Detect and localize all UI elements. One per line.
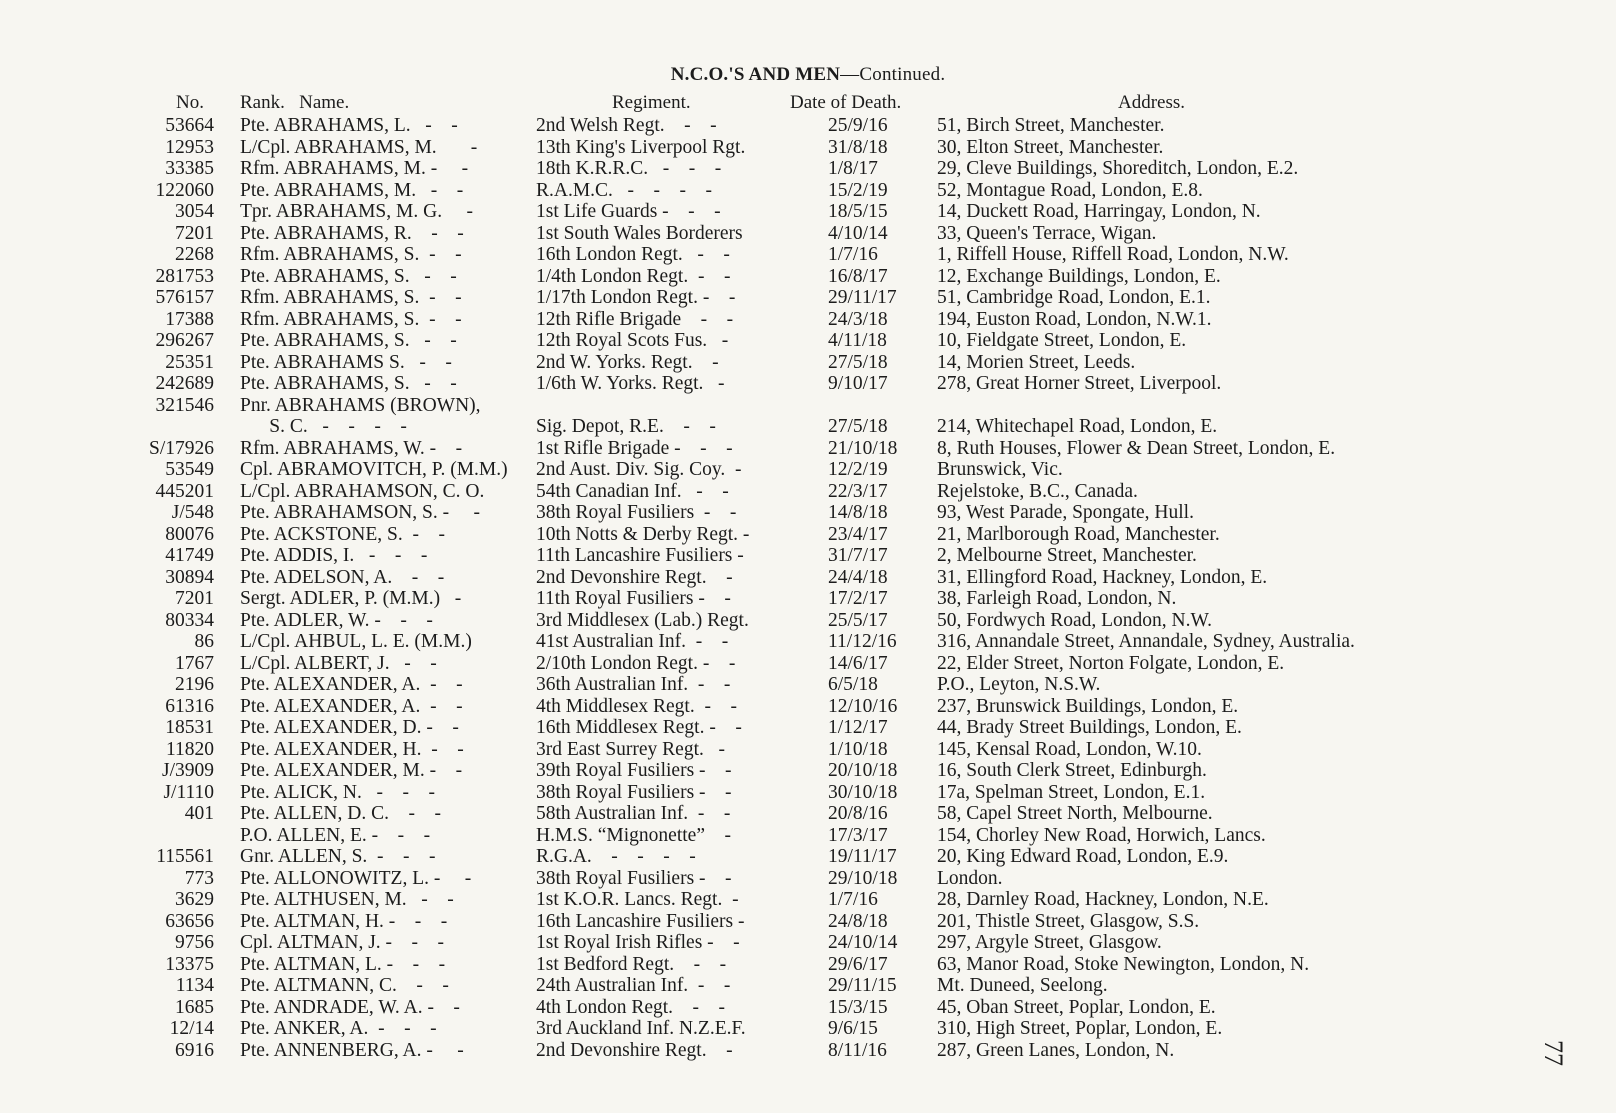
cell-number: 80076 xyxy=(165,523,214,545)
cell-regiment: 12th Rifle Brigade - - xyxy=(536,308,734,330)
cell-date-of-death: 31/8/18 xyxy=(828,136,888,158)
cell-rank-name: Pte. ABRAHAMS, S. - - xyxy=(240,373,457,394)
cell-rank-name: Pte. ALTMAN, L. - - - xyxy=(240,953,446,975)
table-row xyxy=(0,954,1616,976)
cell-number: 281753 xyxy=(155,265,214,287)
cell-address: 45, Oban Street, Poplar, London, E. xyxy=(937,996,1216,1018)
cell-address: Rejelstoke, B.C., Canada. xyxy=(937,480,1138,502)
cell-regiment: 36th Australian Inf. - - xyxy=(536,674,731,695)
cell-address: P.O., Leyton, N.S.W. xyxy=(937,674,1101,695)
cell-number: 12953 xyxy=(165,136,214,158)
cell-address: 316, Annandale Street, Annandale, Sydney, Australia. xyxy=(937,631,1355,652)
cell-date-of-death: 1/8/17 xyxy=(828,158,878,179)
cell-regiment: 1/4th London Regt. - - xyxy=(536,265,731,287)
roll-table xyxy=(0,115,1616,1061)
cell-regiment: 1st Life Guards - - - xyxy=(536,201,721,222)
cell-rank-name: Pte. ABRAHAMS, S. - - xyxy=(240,265,457,287)
cell-address: 51, Birch Street, Manchester. xyxy=(937,115,1165,136)
cell-rank-name: Pte. ALEXANDER, A. - - xyxy=(240,695,463,717)
cell-number: 242689 xyxy=(155,373,214,394)
table-row xyxy=(0,911,1616,933)
cell-address: 1, Riffell House, Riffell Road, London, N.W. xyxy=(937,244,1289,265)
cell-address: 10, Fieldgate Street, London, E. xyxy=(937,330,1187,351)
cell-number: 2196 xyxy=(175,674,214,695)
cell-regiment: 39th Royal Fusiliers - - xyxy=(536,760,732,781)
table-row xyxy=(0,674,1616,696)
header-regiment: Regiment. xyxy=(612,92,691,113)
cell-regiment: 2/10th London Regt. - - xyxy=(536,652,736,674)
cell-date-of-death: 9/6/15 xyxy=(828,1018,878,1039)
table-row xyxy=(0,201,1616,223)
cell-number: 321546 xyxy=(155,394,214,416)
cell-regiment: 3rd East Surrey Regt. - xyxy=(536,738,726,760)
cell-rank-name: Pte. ALLONOWITZ, L. - - xyxy=(240,867,472,889)
cell-number: 1685 xyxy=(175,996,214,1018)
table-row xyxy=(0,696,1616,718)
cell-rank-name: Pte. ABRAHAMS, L. - - xyxy=(240,115,458,136)
cell-rank-name: Pte. ADLER, W. - - - xyxy=(240,609,433,631)
cell-regiment: 4th Middlesex Regt. - - xyxy=(536,695,737,717)
cell-address: 51, Cambridge Road, London, E.1. xyxy=(937,287,1211,308)
cell-date-of-death: 27/5/18 xyxy=(828,351,888,373)
cell-date-of-death: 31/7/17 xyxy=(828,545,888,566)
cell-date-of-death: 24/4/18 xyxy=(828,566,888,588)
cell-rank-name: Pte. ADELSON, A. - - xyxy=(240,566,445,588)
table-row xyxy=(0,352,1616,374)
cell-rank-name: Pte. ALEXANDER, M. - - xyxy=(240,760,463,781)
cell-number: 9756 xyxy=(175,932,214,953)
cell-number: 86 xyxy=(194,631,214,652)
cell-address: 22, Elder Street, Norton Folgate, London, E. xyxy=(937,652,1285,674)
table-row xyxy=(0,997,1616,1019)
cell-address: 20, King Edward Road, London, E.9. xyxy=(937,846,1229,867)
cell-rank-name: Rfm. ABRAHAMS, S. - - xyxy=(240,308,462,330)
cell-rank-name: Pte. ANKER, A. - - - xyxy=(240,1018,437,1039)
table-row xyxy=(0,567,1616,589)
header-no: No. xyxy=(176,92,204,113)
cell-rank-name: Pte. ABRAHAMS S. - - xyxy=(240,351,452,373)
cell-number: 41749 xyxy=(165,545,214,566)
cell-regiment: 1st Bedford Regt. - - xyxy=(536,953,727,975)
cell-address: 12, Exchange Buildings, London, E. xyxy=(937,265,1221,287)
cell-address: 50, Fordwych Road, London, N.W. xyxy=(937,609,1212,631)
header-address: Address. xyxy=(1118,92,1186,113)
cell-address: 310, High Street, Poplar, London, E. xyxy=(937,1018,1223,1039)
cell-rank-name: Gnr. ALLEN, S. - - - xyxy=(240,846,436,867)
cell-regiment: 18th K.R.R.C. - - - xyxy=(536,158,722,179)
cell-regiment: 11th Royal Fusiliers - - xyxy=(536,588,731,609)
cell-date-of-death: 15/2/19 xyxy=(828,179,888,201)
cell-date-of-death: 1/7/16 xyxy=(828,889,878,910)
cell-number: 445201 xyxy=(155,480,214,502)
cell-address: 16, South Clerk Street, Edinburgh. xyxy=(937,760,1207,781)
cell-number: 2268 xyxy=(175,244,214,265)
cell-rank-name: L/Cpl. ALBERT, J. - - xyxy=(240,652,437,674)
cell-number: 296267 xyxy=(155,330,214,351)
cell-regiment: 13th King's Liverpool Rgt. xyxy=(536,136,746,158)
table-row xyxy=(0,1018,1616,1040)
cell-address: 14, Duckett Road, Harringay, London, N. xyxy=(937,201,1261,222)
table-row xyxy=(0,180,1616,202)
cell-date-of-death: 22/3/17 xyxy=(828,480,888,502)
cell-date-of-death: 14/6/17 xyxy=(828,652,888,674)
cell-address: 38, Farleigh Road, London, N. xyxy=(937,588,1177,609)
cell-number: 7201 xyxy=(175,222,214,244)
table-row xyxy=(0,309,1616,331)
cell-address: 44, Brady Street Buildings, London, E. xyxy=(937,717,1242,738)
table-row xyxy=(0,223,1616,245)
cell-address: 287, Green Lanes, London, N. xyxy=(937,1039,1175,1061)
cell-address: 145, Kensal Road, London, W.10. xyxy=(937,738,1202,760)
cell-regiment: 38th Royal Fusiliers - - xyxy=(536,781,732,803)
cell-regiment: 1/6th W. Yorks. Regt. - xyxy=(536,373,725,394)
cell-regiment: 4th London Regt. - - xyxy=(536,996,726,1018)
cell-date-of-death: 24/10/14 xyxy=(828,932,898,953)
cell-regiment: 3rd Auckland Inf. N.Z.E.F. xyxy=(536,1018,746,1039)
cell-number: J/548 xyxy=(171,502,214,523)
cell-rank-name: Pte. ALEXANDER, A. - - xyxy=(240,674,463,695)
cell-date-of-death: 23/4/17 xyxy=(828,523,888,545)
cell-address: 14, Morien Street, Leeds. xyxy=(937,351,1136,373)
cell-regiment: R.G.A. - - - - xyxy=(536,846,696,867)
cell-date-of-death: 4/11/18 xyxy=(828,330,887,351)
cell-rank-name: Pte. ANNENBERG, A. - - xyxy=(240,1039,464,1061)
header-date-of-death: Date of Death. xyxy=(790,92,902,113)
cell-rank-name: Pte. ALEXANDER, D. - - xyxy=(240,717,459,738)
table-row xyxy=(0,287,1616,309)
cell-rank-name: Rfm. ABRAHAMS, S. - - xyxy=(240,287,462,308)
cell-rank-name: Pte. ALEXANDER, H. - - xyxy=(240,738,464,760)
cell-rank-name: Pte. ACKSTONE, S. - - xyxy=(240,523,445,545)
cell-number: 401 xyxy=(184,803,214,824)
cell-address: 52, Montague Road, London, E.8. xyxy=(937,179,1203,201)
cell-number: 3629 xyxy=(175,889,214,910)
cell-regiment: 10th Notts & Derby Regt. - xyxy=(536,523,750,545)
cell-number: 25351 xyxy=(165,351,214,373)
table-row xyxy=(0,459,1616,481)
table-row xyxy=(0,373,1616,395)
cell-date-of-death: 15/3/15 xyxy=(828,996,888,1018)
cell-rank-name: Pte. ABRAHAMS, M. - - xyxy=(240,179,464,201)
table-row xyxy=(0,330,1616,352)
cell-address: 194, Euston Road, London, N.W.1. xyxy=(937,308,1212,330)
header-rank-name: Rank. Name. xyxy=(240,92,350,113)
page-title-main: N.C.O.'S AND MEN xyxy=(670,64,841,85)
table-row xyxy=(0,395,1616,417)
cell-regiment: H.M.S. “Mignonette” - xyxy=(536,824,731,846)
cell-rank-name: S. C. - - - - xyxy=(240,416,407,437)
cell-rank-name: Rfm. ABRAHAMS, M. - - xyxy=(240,158,469,179)
cell-regiment: 1st K.O.R. Lancs. Regt. - xyxy=(536,889,739,910)
cell-address: 93, West Parade, Spongate, Hull. xyxy=(937,502,1194,523)
table-row xyxy=(0,524,1616,546)
cell-number: S/17926 xyxy=(148,437,214,459)
cell-date-of-death: 25/9/16 xyxy=(828,115,888,136)
cell-regiment: 1st Royal Irish Rifles - - xyxy=(536,932,740,953)
cell-date-of-death: 27/5/18 xyxy=(828,416,888,437)
cell-number: 61316 xyxy=(165,695,214,717)
cell-rank-name: Cpl. ABRAMOVITCH, P. (M.M.) xyxy=(240,459,508,480)
cell-number: 3054 xyxy=(175,201,214,222)
cell-address: 2, Melbourne Street, Manchester. xyxy=(937,545,1197,566)
cell-date-of-death: 4/10/14 xyxy=(828,222,888,244)
cell-date-of-death: 17/3/17 xyxy=(828,824,888,846)
table-row xyxy=(0,782,1616,804)
table-row xyxy=(0,760,1616,782)
cell-address: 21, Marlborough Road, Manchester. xyxy=(937,523,1220,545)
cell-rank-name: Pte. ABRAHAMSON, S. - - xyxy=(240,502,480,523)
table-row xyxy=(0,846,1616,868)
table-row xyxy=(0,610,1616,632)
cell-address: Brunswick, Vic. xyxy=(937,459,1063,480)
table-row xyxy=(0,244,1616,266)
cell-date-of-death: 9/10/17 xyxy=(828,373,888,394)
cell-date-of-death: 24/3/18 xyxy=(828,308,888,330)
cell-number: J/1110 xyxy=(163,781,214,803)
cell-rank-name: P.O. ALLEN, E. - - - xyxy=(240,824,431,846)
cell-regiment: 2nd Welsh Regt. - - xyxy=(536,115,717,136)
cell-address: 33, Queen's Terrace, Wigan. xyxy=(937,222,1157,244)
table-row xyxy=(0,631,1616,653)
cell-date-of-death: 19/11/17 xyxy=(828,846,897,867)
cell-date-of-death: 12/10/16 xyxy=(828,695,898,717)
cell-regiment: 3rd Middlesex (Lab.) Regt. xyxy=(536,609,749,631)
cell-date-of-death: 12/2/19 xyxy=(828,459,888,480)
cell-rank-name: Pte. ALICK, N. - - - xyxy=(240,781,435,803)
cell-number: 7201 xyxy=(175,588,214,609)
table-row xyxy=(0,868,1616,890)
cell-number: J/3909 xyxy=(161,760,214,781)
cell-rank-name: Pte. ABRAHAMS, R. - - xyxy=(240,222,464,244)
table-row xyxy=(0,481,1616,503)
cell-rank-name: Pnr. ABRAHAMS (BROWN), xyxy=(240,394,481,416)
cell-date-of-death: 1/12/17 xyxy=(828,717,888,738)
cell-address: 30, Elton Street, Manchester. xyxy=(937,136,1164,158)
cell-rank-name: Cpl. ALTMAN, J. - - - xyxy=(240,932,445,953)
cell-number: 53549 xyxy=(165,459,214,480)
cell-address: 214, Whitechapel Road, London, E. xyxy=(937,416,1218,437)
cell-rank-name: L/Cpl. ABRAHAMSON, C. O. xyxy=(240,480,485,502)
table-row xyxy=(0,717,1616,739)
table-row xyxy=(0,803,1616,825)
column-headers xyxy=(0,92,1616,114)
cell-number: 80334 xyxy=(165,609,214,631)
cell-address: 154, Chorley New Road, Horwich, Lancs. xyxy=(937,824,1266,846)
table-row xyxy=(0,137,1616,159)
page-number: 77 xyxy=(1539,1040,1568,1066)
cell-date-of-death: 29/6/17 xyxy=(828,953,888,975)
table-row xyxy=(0,115,1616,137)
cell-address: 29, Cleve Buildings, Shoreditch, London, E.2. xyxy=(937,158,1299,179)
cell-address: 63, Manor Road, Stoke Newington, London, N. xyxy=(937,953,1310,975)
cell-regiment: 38th Royal Fusiliers - - xyxy=(536,502,737,523)
cell-number: 122060 xyxy=(155,179,214,201)
table-row xyxy=(0,975,1616,997)
cell-number: 11820 xyxy=(165,738,214,760)
cell-date-of-death: 14/8/18 xyxy=(828,502,888,523)
table-row xyxy=(0,588,1616,610)
cell-regiment: 16th London Regt. - - xyxy=(536,244,730,265)
cell-rank-name: Pte. ABRAHAMS, S. - - xyxy=(240,330,457,351)
cell-regiment: 41st Australian Inf. - - xyxy=(536,631,729,652)
cell-address: 297, Argyle Street, Glasgow. xyxy=(937,932,1162,953)
cell-date-of-death: 18/5/15 xyxy=(828,201,888,222)
cell-regiment: 16th Lancashire Fusiliers - xyxy=(536,910,745,932)
cell-regiment: 16th Middlesex Regt. - - xyxy=(536,717,742,738)
cell-regiment: 54th Canadian Inf. - - xyxy=(536,480,729,502)
cell-date-of-death: 30/10/18 xyxy=(828,781,898,803)
cell-rank-name: L/Cpl. ABRAHAMS, M. - xyxy=(240,136,478,158)
cell-rank-name: Pte. ANDRADE, W. A. - - xyxy=(240,996,460,1018)
cell-number: 1134 xyxy=(175,975,214,996)
table-row xyxy=(0,502,1616,524)
cell-number: 33385 xyxy=(165,158,214,179)
cell-rank-name: Pte. ALTMAN, H. - - - xyxy=(240,910,448,932)
cell-date-of-death: 1/7/16 xyxy=(828,244,878,265)
table-row xyxy=(0,438,1616,460)
cell-regiment: 1/17th London Regt. - - xyxy=(536,287,736,308)
cell-address: Mt. Duneed, Seelong. xyxy=(937,975,1108,996)
cell-rank-name: Rfm. ABRAHAMS, S. - - xyxy=(240,244,462,265)
cell-address: 17a, Spelman Street, London, E.1. xyxy=(937,781,1206,803)
cell-number: 6916 xyxy=(175,1039,214,1061)
cell-regiment: 38th Royal Fusiliers - - xyxy=(536,867,732,889)
page-title xyxy=(0,64,1616,86)
cell-number: 18531 xyxy=(165,717,214,738)
table-row xyxy=(0,416,1616,438)
cell-address: 278, Great Horner Street, Liverpool. xyxy=(937,373,1222,394)
cell-address: London. xyxy=(937,867,1003,889)
cell-regiment: 24th Australian Inf. - - xyxy=(536,975,731,996)
table-row xyxy=(0,266,1616,288)
cell-rank-name: Pte. ADDIS, I. - - - xyxy=(240,545,428,566)
cell-address: 58, Capel Street North, Melbourne. xyxy=(937,803,1213,824)
cell-regiment: 11th Lancashire Fusiliers - xyxy=(536,545,744,566)
cell-date-of-death: 25/5/17 xyxy=(828,609,888,631)
cell-number: 576157 xyxy=(155,287,214,308)
cell-rank-name: Rfm. ABRAHAMS, W. - - xyxy=(240,437,463,459)
cell-number: 13375 xyxy=(165,953,214,975)
table-row xyxy=(0,1040,1616,1062)
cell-date-of-death: 1/10/18 xyxy=(828,738,888,760)
cell-number: 115561 xyxy=(156,846,214,867)
cell-address: 237, Brunswick Buildings, London, E. xyxy=(937,695,1239,717)
cell-date-of-death: 29/11/17 xyxy=(828,287,897,308)
table-row xyxy=(0,545,1616,567)
cell-date-of-death: 20/10/18 xyxy=(828,760,898,781)
cell-date-of-death: 8/11/16 xyxy=(828,1039,887,1061)
cell-date-of-death: 21/10/18 xyxy=(828,437,898,459)
cell-date-of-death: 24/8/18 xyxy=(828,910,888,932)
cell-number: 30894 xyxy=(165,566,214,588)
cell-rank-name: L/Cpl. AHBUL, L. E. (M.M.) xyxy=(240,631,472,652)
cell-address: 201, Thistle Street, Glasgow, S.S. xyxy=(937,910,1200,932)
cell-date-of-death: 16/8/17 xyxy=(828,265,888,287)
cell-address: 8, Ruth Houses, Flower & Dean Street, London, E. xyxy=(937,437,1336,459)
table-row xyxy=(0,653,1616,675)
cell-regiment: Sig. Depot, R.E. - - xyxy=(536,416,716,437)
cell-date-of-death: 11/12/16 xyxy=(828,631,897,652)
table-row xyxy=(0,889,1616,911)
cell-date-of-death: 6/5/18 xyxy=(828,674,878,695)
cell-regiment: 58th Australian Inf. - - xyxy=(536,803,731,824)
cell-number: 17388 xyxy=(165,308,214,330)
table-row xyxy=(0,739,1616,761)
table-row xyxy=(0,932,1616,954)
cell-number: 773 xyxy=(184,867,214,889)
cell-rank-name: Pte. ALTMANN, C. - - xyxy=(240,975,449,996)
cell-number: 1767 xyxy=(175,652,214,674)
cell-regiment: R.A.M.C. - - - - xyxy=(536,179,713,201)
cell-regiment: 1st South Wales Borderers xyxy=(536,222,743,244)
cell-rank-name: Pte. ALLEN, D. C. - - xyxy=(240,803,441,824)
cell-date-of-death: 29/11/15 xyxy=(828,975,897,996)
cell-regiment: 1st Rifle Brigade - - - xyxy=(536,437,733,459)
cell-rank-name: Sergt. ADLER, P. (M.M.) - xyxy=(240,588,462,609)
cell-regiment: 2nd Aust. Div. Sig. Coy. - xyxy=(536,459,742,480)
cell-date-of-death: 29/10/18 xyxy=(828,867,898,889)
cell-regiment: 2nd Devonshire Regt. - xyxy=(536,566,733,588)
cell-rank-name: Tpr. ABRAHAMS, M. G. - xyxy=(240,201,473,222)
cell-date-of-death: 20/8/16 xyxy=(828,803,888,824)
cell-number: 12/14 xyxy=(169,1018,214,1039)
page-title-continued: —Continued. xyxy=(840,64,946,85)
cell-number: 63656 xyxy=(165,910,214,932)
cell-number: 53664 xyxy=(165,115,214,136)
table-row xyxy=(0,158,1616,180)
cell-date-of-death: 17/2/17 xyxy=(828,588,888,609)
cell-regiment: 2nd W. Yorks. Regt. - xyxy=(536,351,719,373)
cell-address: 31, Ellingford Road, Hackney, London, E. xyxy=(937,566,1268,588)
cell-regiment: 12th Royal Scots Fus. - xyxy=(536,330,729,351)
cell-rank-name: Pte. ALTHUSEN, M. - - xyxy=(240,889,454,910)
table-row xyxy=(0,825,1616,847)
cell-regiment: 2nd Devonshire Regt. - xyxy=(536,1039,733,1061)
cell-address: 28, Darnley Road, Hackney, London, N.E. xyxy=(937,889,1269,910)
